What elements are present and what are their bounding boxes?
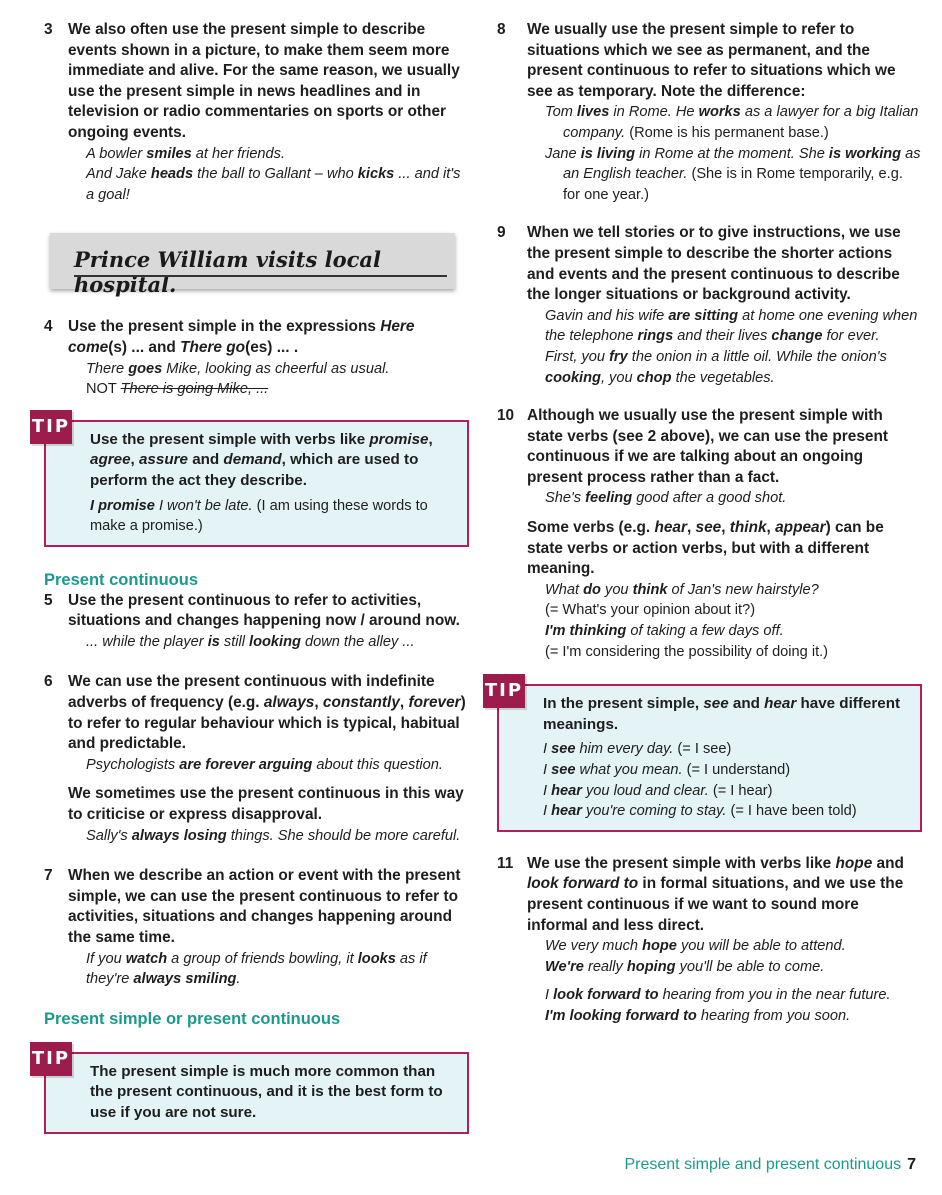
rule-7 <box>44 866 469 990</box>
example: ... while the player is still looking down the alley ... <box>86 633 415 650</box>
page-footer <box>624 1156 916 1174</box>
example: And Jake heads the ball to Gallant – who kicks ... and it's a goal! <box>86 166 461 203</box>
example: What do you think of Jan's new hairstyle? <box>545 581 819 598</box>
example: Jane is living in Rome at the moment. She is working as an English teacher. (She is in Rome temporarily, e.g. for one year.) <box>545 145 921 203</box>
tip-example: I hear you're coming to stay. (= I have been told) <box>543 803 857 820</box>
tip-tag: TIP <box>30 1042 72 1076</box>
example-gloss: (= What's your opinion about it?) <box>545 602 756 619</box>
rule-text: We also often use the present simple to describe events shown in a picture, to make them seem more immediate and alive. For the same reason, we usually use the present simple in news headlines and in television or radio commentaries on sports or other ongoing events. <box>68 21 460 141</box>
rule-text: Use the present continuous to refer to activities, situations and changes happening now / around now. <box>68 591 460 630</box>
rule-8 <box>497 20 922 205</box>
rule-number: 10 <box>497 407 515 425</box>
tip-example: I promise I won't be late. (I am using these words to make a promise.) <box>90 497 428 535</box>
tip-box-promise <box>31 415 469 547</box>
rule-number: 5 <box>44 591 53 609</box>
section-heading-simple-or-continuous: Present simple or present continuous <box>44 1009 341 1028</box>
example: Tom lives in Rome. He works as a lawyer for a big Italian company. (Rome is his permanent base.) <box>545 104 919 141</box>
tip-text: In the present simple, see and hear have different meanings. <box>543 695 901 733</box>
rule-number: 7 <box>44 867 53 885</box>
tip-example: I see what you mean. (= I understand) <box>543 762 791 778</box>
example: Gavin and his wife are sitting at home one evening when the telephone rings and their lives change for ever. <box>545 307 918 345</box>
page-number: 7 <box>907 1156 916 1173</box>
example: A bowler smiles at her friends. <box>86 145 286 162</box>
example: First, you fry the onion in a little oil. While the onion's cooking, you chop the vegetables. <box>545 348 887 386</box>
tip-box-common <box>31 1047 469 1134</box>
rule-text: When we tell stories or to give instructions, we use the present simple to describe the shorter actions and events and the present continuous to describe the longer situations or background activity. <box>527 224 901 304</box>
headline-underline <box>74 275 447 277</box>
example: We very much hope you will be able to attend. <box>545 938 846 955</box>
example-gloss: (= I'm considering the possibility of doing it.) <box>545 643 829 660</box>
left-column <box>31 20 469 1134</box>
example-not: NOT There is going Mike, ... <box>86 381 269 398</box>
rule-text: Although we usually use the present simple with state verbs (see 2 above), we can use the present continuous if we are talking about an ongoing present process rather than a fact. <box>527 407 888 486</box>
rule-text: Some verbs (e.g. hear, see, think, appear) can be state verbs or action verbs, but with a different meaning. <box>527 519 884 578</box>
rule-10 <box>497 406 922 662</box>
rule-6 <box>44 672 469 846</box>
rule-number: 3 <box>44 21 53 38</box>
rule-text: We sometimes use the present continuous in this way to criticise or express disapproval. <box>68 785 464 824</box>
tip-tag: TIP <box>483 674 525 708</box>
rule-11 <box>497 854 922 1027</box>
rule-number: 4 <box>44 318 53 336</box>
example: We're really hoping you'll be able to come. <box>545 958 825 975</box>
rule-4 <box>44 317 469 399</box>
example: She's feeling good after a good shot. <box>545 490 787 507</box>
rule-number: 6 <box>44 673 53 691</box>
rule-text: We use the present simple with verbs like hope and look forward to in formal situations, and we use the present continuous if we want to sound more informal and less direct. <box>527 854 904 934</box>
example: Psychologists are forever arguing about this question. <box>86 756 443 773</box>
rule-text: Use the present simple in the expressions Here come(s) ... and There go(es) ... . <box>68 318 415 356</box>
rule-text: When we describe an action or event with the present simple, we can use the present continuous to refer to activities, situations and changes happening around the same time. <box>68 867 461 946</box>
rule-number: 8 <box>497 21 506 38</box>
tip-text: The present simple is much more common than the present continuous, and it is the best form to use if you are not sure. <box>90 1062 443 1121</box>
newspaper-headline-clipping <box>50 233 455 298</box>
right-column <box>484 20 922 1027</box>
rule-text: We can use the present continuous with indefinite adverbs of frequency (e.g. always, constantly, forever) to refer to regular behaviour which is typical, habitual and predictable. <box>68 673 466 753</box>
tip-tag: TIP <box>30 410 72 444</box>
footer-title: Present simple and present continuous <box>624 1156 902 1173</box>
tip-example: I see him every day. (= I see) <box>543 741 732 758</box>
example: I'm thinking of taking a few days off. <box>545 623 784 640</box>
section-heading-present-continuous: Present continuous <box>44 570 199 589</box>
tip-text: Use the present simple with verbs like promise, agree, assure and demand, which are used to perform the act they describe. <box>90 430 433 489</box>
example: There goes Mike, looking as cheerful as usual. <box>86 360 390 377</box>
example: I'm looking forward to hearing from you soon. <box>545 1007 851 1024</box>
example: I look forward to hearing from you in the near future. <box>545 987 891 1004</box>
rule-3 <box>44 20 469 205</box>
example: If you watch a group of friends bowling, it looks as if they're always smiling. <box>86 950 427 988</box>
headline-text: Prince William visits local hospital. <box>74 247 382 298</box>
example: Sally's always losing things. She should be more careful. <box>86 827 461 844</box>
rule-text: We usually use the present simple to refer to situations which we see as permanent, and the present continuous to refer to situations which we see as temporary. Note the difference: <box>527 21 896 100</box>
tip-box-see-hear <box>484 680 922 832</box>
rule-number: 9 <box>497 224 506 242</box>
rule-number: 11 <box>497 854 514 872</box>
tip-example: I hear you loud and clear. (= I hear) <box>543 782 773 799</box>
rule-5 <box>44 591 469 653</box>
rule-9 <box>497 223 922 388</box>
